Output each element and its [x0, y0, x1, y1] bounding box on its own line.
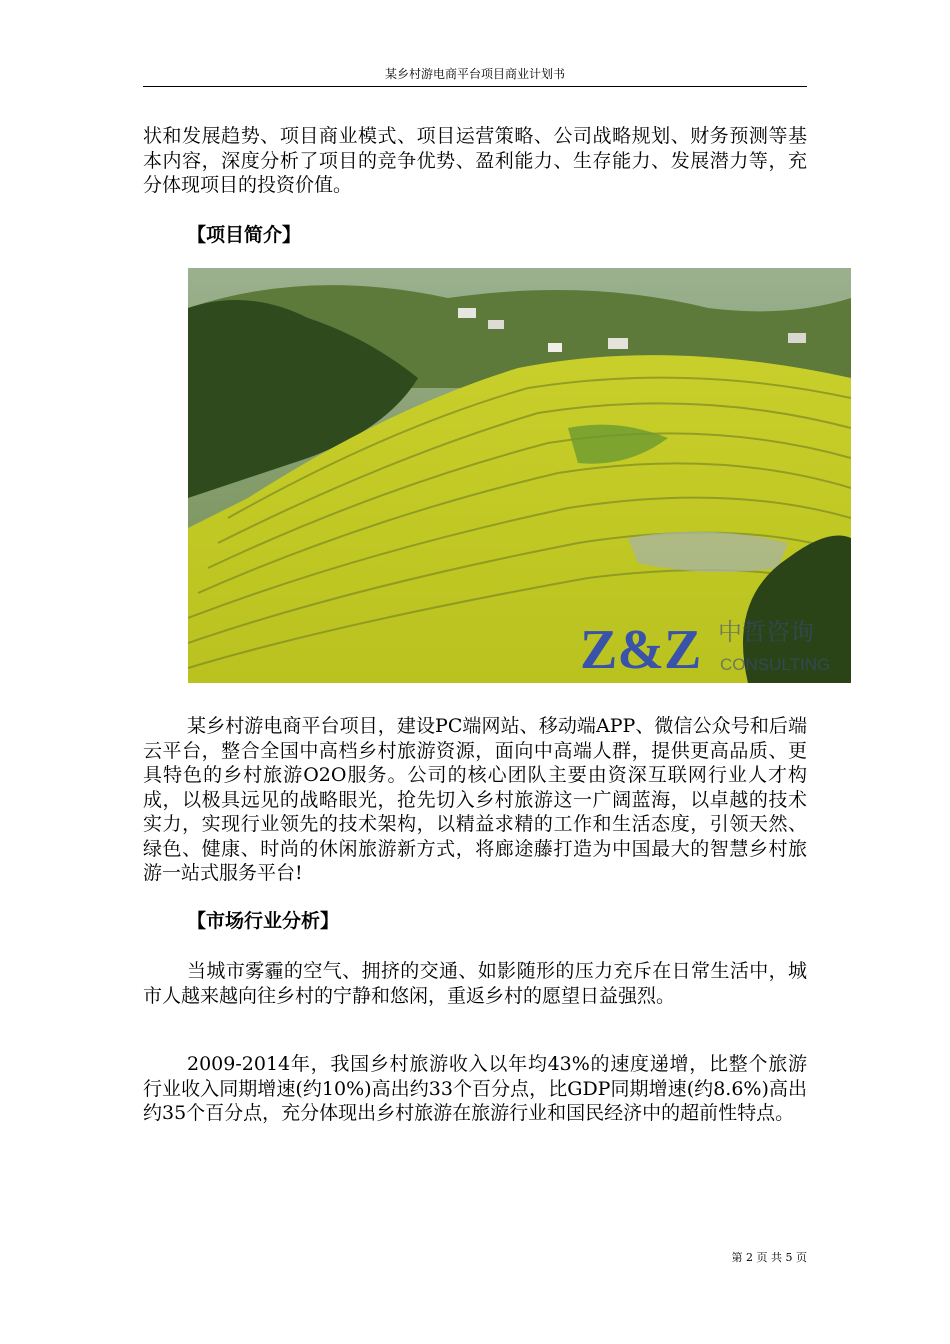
market-paragraph-2: 2009-2014年，我国乡村旅游收入以年均43%的速度递增，比整个旅游行业收入同期增速(约10%)高出约33个百分点，比GDP同期增速(约8.6%)高出约35个百分点，充分体现出乡村旅游在旅游行业和国民经济中的超前性特点。 [143, 1053, 807, 1124]
header-title: 某乡村游电商平台项目商业计划书 [384, 67, 565, 81]
page-number: 第 2 页 共 5 页 [731, 1251, 807, 1264]
watermark-en: CONSULTING [720, 655, 831, 674]
project-intro-heading: 【项目简介】 [187, 224, 302, 246]
market-analysis-heading: 【市场行业分析】 [187, 910, 340, 932]
page-header [143, 64, 807, 87]
watermark-logo: Z&Z [580, 619, 702, 681]
watermark-cn: 中哲咨询 [718, 618, 814, 646]
page-footer [700, 1251, 807, 1265]
market-paragraph-1: 当城市雾霾的空气、拥挤的交通、如影随形的压力充斥在日常生活中，城市人越来越向往乡村的宁静和悠闲，重返乡村的愿望日益强烈。 [143, 960, 807, 1007]
rice-terrace-photo [188, 268, 851, 683]
project-intro-paragraph: 某乡村游电商平台项目，建设PC端网站、移动端APP、微信公众号和后端云平台，整合全国中高档乡村旅游资源，面向中高端人群，提供更高品质、更具特色的乡村旅游O2O服务。公司的核心团队主要由资深互联网行业人才构成，以极具远见的战略眼光，抢先切入乡村旅游这一广阔蓝海，以卓越的技术实力，实现行业领先的技术架构，以精益求精的工作和生活态度，引领天然、绿色、健康、时尚的休闲旅游新方式，将廊途藤打造为中国最大的智慧乡村旅游一站式服务平台! [143, 715, 807, 884]
intro-paragraph: 状和发展趋势、项目商业模式、项目运营策略、公司战略规划、财务预测等基本内容，深度分析了项目的竞争优势、盈利能力、生存能力、发展潜力等，充分体现项目的投资价值。 [143, 125, 807, 196]
